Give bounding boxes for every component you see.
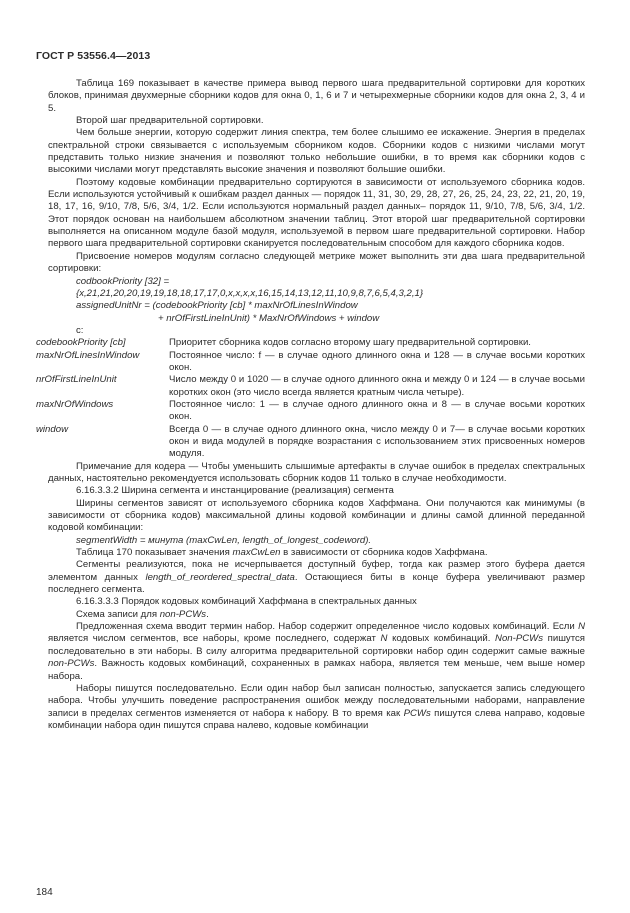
definition-description: Всегда 0 — в случае одного длинного окна, число между 0 и 7— в случае восьми коротких окон и вида модулей в порядке возрастания с использованием этих присвоенных номеров модуля. (169, 423, 585, 460)
text-run: пишутся последовательно в эти наборы. В силу алгоритма предварительной сортировки набор один содержит самые важные (48, 633, 585, 657)
definition-term: window (36, 423, 68, 435)
definition-term: codebookPriority [cb] (36, 337, 126, 349)
text-run: пишутся слева направо, кодовые комбинации набора один пишутся справа налево, кодовые комбинации (48, 707, 585, 731)
text-run-italic: PCWs (403, 707, 431, 719)
text-run-italic: non-PCWs (48, 658, 95, 670)
paragraph (48, 683, 585, 732)
definition-term: maxNrOfWindows (36, 398, 114, 410)
text-run-italic: length_of_reordered_spectral_data (145, 571, 295, 583)
paragraph: Чем больше энергии, которую содержит линия спектра, тем более слышимо ее искажение. Энергия в пределах спектральной строки связывается с используемым сборником кодов. Сборники кодов с низкими числами могут представить только низкие значения и позволяют только небольшие ошибки, в то время как сборники кодов с высокими числами могут представлять высокие значения и позволяют большие ошибки. (48, 127, 585, 176)
definition-term: maxNrOfLinesInWindow (36, 349, 140, 361)
definition-description: Число между 0 и 1020 — в случае одного длинного окна и между 0 и 124 — в случае восьми коротких окон (это число всегда является кратным числа четыре). (169, 374, 585, 398)
formula-line: assignedUnitNr = (codebookPriority [cb] * maxNrOfLinesInWindow (76, 300, 358, 312)
paragraph (48, 609, 585, 621)
definition-term: nrOfFirstLineInUnit (36, 374, 117, 386)
definition-description: Постоянное число: 1 — в случае одного длинного окна и 8 — в случае восьми коротких окон. (169, 398, 585, 423)
definition-row (36, 399, 585, 424)
document-header: ГОСТ Р 53556.4—2013 (36, 50, 151, 62)
paragraph (48, 559, 585, 596)
definition-list (36, 337, 585, 460)
text-run-italic: N (578, 621, 585, 633)
definition-row (36, 374, 585, 399)
paragraph: Присвоение номеров модулям согласно следующей метрике может выполнить эти два шага предварительной сортировки: (48, 250, 585, 275)
text-run: Сегменты реализуются, пока не исчерпывается доступный буфер, тогда как размер этого буфера дается элементом данных (48, 559, 585, 583)
text-run-italic: Non-PCWs (495, 633, 544, 645)
text-run: является числом сегментов, все наборы, кроме последнего, содержат (48, 633, 381, 645)
text-run: . (206, 608, 209, 620)
text-run: . Остающиеся биты в конце буфера увеличивают размер последнего сегмента. (48, 571, 585, 596)
definition-row (36, 350, 585, 375)
formula-line: + nrOfFirstLineInUnit) * MaxNrOfWindows + window (158, 312, 380, 324)
text-run: Схема записи для (76, 608, 160, 620)
formula-line: {x,21,21,20,20,19,19,18,18,17,17,0,x,x,x,x,16,15,14,13,12,11,10,9,8,7,6,5,4,3,2,1} (76, 287, 424, 299)
formula-where: c: (76, 324, 84, 336)
paragraph: Ширины сегментов зависят от используемого сборника кодов Хаффмана. Они получаются как минимумы (в зависимости от сборника кодов) максимальной длины кодовой комбинации и длины самой длинной переданной кодовой комбинации: (48, 497, 585, 534)
text-run: в зависимости от сборника кодов Хаффмана. (280, 547, 488, 559)
paragraph (48, 621, 585, 683)
text-run: . Важность кодовых комбинаций, сохраненных в рамках набора, является тем меньше, чем выше номер набора. (48, 658, 585, 682)
text-run-italic: maxCwLen (232, 547, 281, 559)
section-heading: 6.16.3.3.3 Порядок кодовых комбинаций Хаффмана в спектральных данных (76, 596, 417, 608)
section-heading: 6.16.3.3.2 Ширина сегмента и инстанцирование (реализация) сегмента (76, 485, 394, 497)
definition-description: Постоянное число: f — в случае одного длинного окна и 128 — в случае восьми коротких окон. (169, 349, 585, 373)
definition-row (36, 337, 585, 349)
text-run: Наборы пишутся последовательно. Если один набор был записан полностью, запускается запись следующего набора. Чтобы улучшить поведение распространения ошибок между последовательными наборами, направление записи в пределах сегментов изменяется от набора к набору. В то время как (48, 682, 585, 719)
text-run: кодовых комбинаций. (387, 633, 496, 645)
text-run-italic: non-PCWs (159, 608, 207, 620)
text-run: Предложенная схема вводит термин набор. Набор содержит определенное число кодовых комбинаций. Если (76, 621, 579, 633)
document-body (36, 78, 585, 732)
paragraph: Поэтому кодовые комбинации предварительно сортируются в зависимости от используемого сборника кодов. Если используются устойчивый к ошибкам раздел данных — порядок 11, 31, 30, 29, 28, 27, 26, 25, 24, 23, 22, 21, 20, 19, 18, 17, 16, 9/10, 7/8, 5/6, 3/4, 1/2. Если используются нормальный раздел данных– порядок 11, 9/10, 7/8, 5/6, 3/4, 1/2. Этот порядок основан на наибольшем абсолютном значении таблиц. Этот второй шаг предварительной сортировки выполняется на описанном модуле базой модуля, используемой в первом шаге предварительной сортировки. Набор первого шага предварительной сортировки сканируется последовательным способом для каждого сборника кодов. (48, 176, 585, 250)
paragraph (48, 547, 585, 559)
text-run: Таблица 170 показывает значения (76, 547, 233, 559)
paragraph: Второй шаг предварительной сортировки. (76, 115, 264, 127)
definition-description: Приоритет сборника кодов согласно второму шагу предварительной сортировки. (169, 337, 531, 349)
formula-line: segmentWidth = минута (maxCwLen, length_of_longest_codeword). (76, 534, 372, 546)
paragraph: Таблица 169 показывает в качестве примера вывод первого шага предварительной сортировки для коротких блоков, принимая двухмерные сборники кодов для окна 0, 1, 6 и 7 и четырехмерные сборники кодов для окна 2, 3, 4 и 5. (48, 78, 585, 114)
formula-line: codbookPriority [32] = (76, 275, 170, 287)
note-paragraph: Примечание для кодера — Чтобы уменьшить слышимые артефакты в случае ошибок в пределах спектральных данных, настоятельно рекомендуется использовать сборник кодов 11 только в случае необходимости. (48, 460, 585, 484)
page-number: 184 (36, 887, 53, 898)
text-run-italic: N (380, 633, 388, 645)
definition-row (36, 424, 585, 461)
